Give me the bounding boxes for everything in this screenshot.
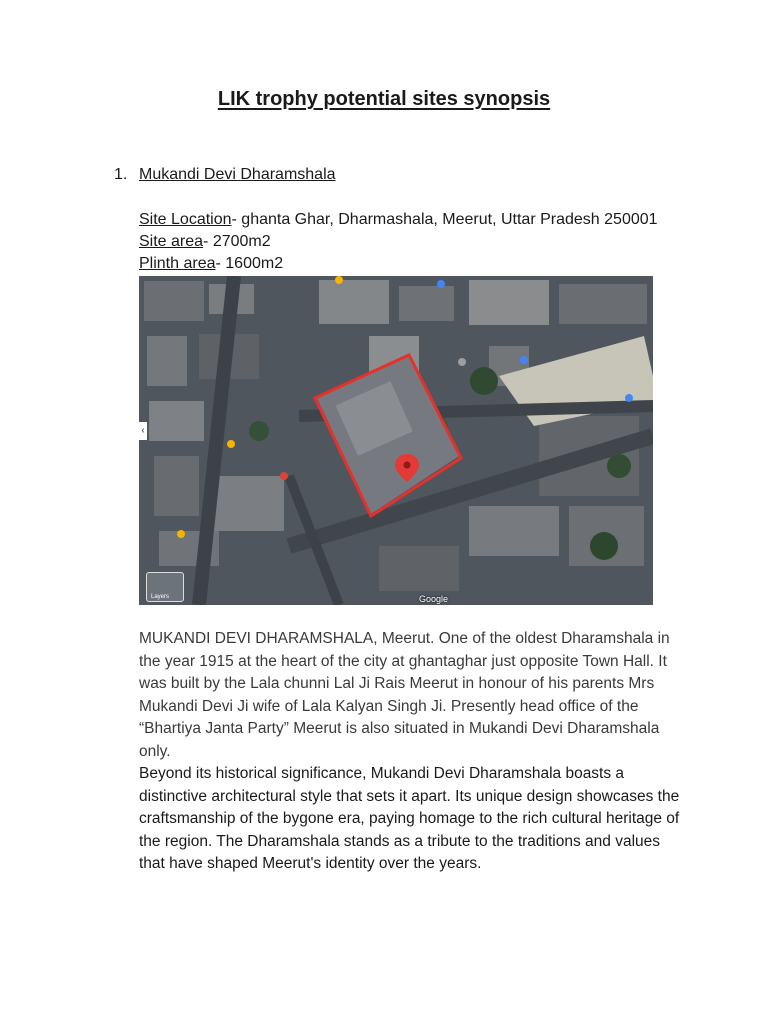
- site-location-line: [139, 211, 658, 229]
- map-left-edge-arrow-icon: ‹: [139, 422, 147, 440]
- map-layers-button: [146, 572, 184, 602]
- plinth-area-value: - 1600m2: [215, 255, 284, 272]
- site-name: Mukandi Devi Dharamshala: [139, 166, 336, 183]
- site-location-value: - ghanta Ghar, Dharmashala, Meerut, Uttar Pradesh 250001: [231, 211, 658, 228]
- satellite-map-image: [139, 276, 653, 605]
- site-area-line: [139, 233, 271, 251]
- satellite-imagery: [139, 276, 653, 605]
- site-heading: [114, 166, 336, 184]
- plinth-area-line: [139, 255, 283, 273]
- layers-label: Layers: [151, 594, 170, 600]
- list-number: 1.: [114, 166, 128, 183]
- site-area-value: - 2700m2: [203, 233, 271, 250]
- site-location-label: Site Location: [139, 211, 232, 228]
- document-title: LIK trophy potential sites synopsis: [217, 88, 551, 110]
- significance-paragraph: Beyond its historical significance, Mukandi Devi Dharamshala boasts a distinctive architectural style that sets it apart. Its unique design showcases the craftsmanship of the bygone era, paying homage to the rich cultural heritage of the region. The Dharamshala stands as a tribute to the traditions and values that have shaped Meerut's identity over the years.: [139, 765, 680, 872]
- description-paragraph: MUKANDI DEVI DHARAMSHALA, Meerut. One of the oldest Dharamshala in the year 1915 at the heart of the city at ghantaghar just opposite Town Hall. It was built by the Lala chunni Lal Ji Rais Meerut in honour of his parents Mrs Mukandi Devi Ji wife of Lala Kalyan Singh Ji. Presently head office of the “Bhartiya Janta Party” Meerut is also situated in Mukandi Devi Dharamshala only.: [139, 630, 670, 760]
- plinth-area-label: Plinth area: [139, 255, 216, 272]
- map-attribution: Google: [419, 594, 449, 604]
- site-area-label: Site area: [139, 233, 204, 250]
